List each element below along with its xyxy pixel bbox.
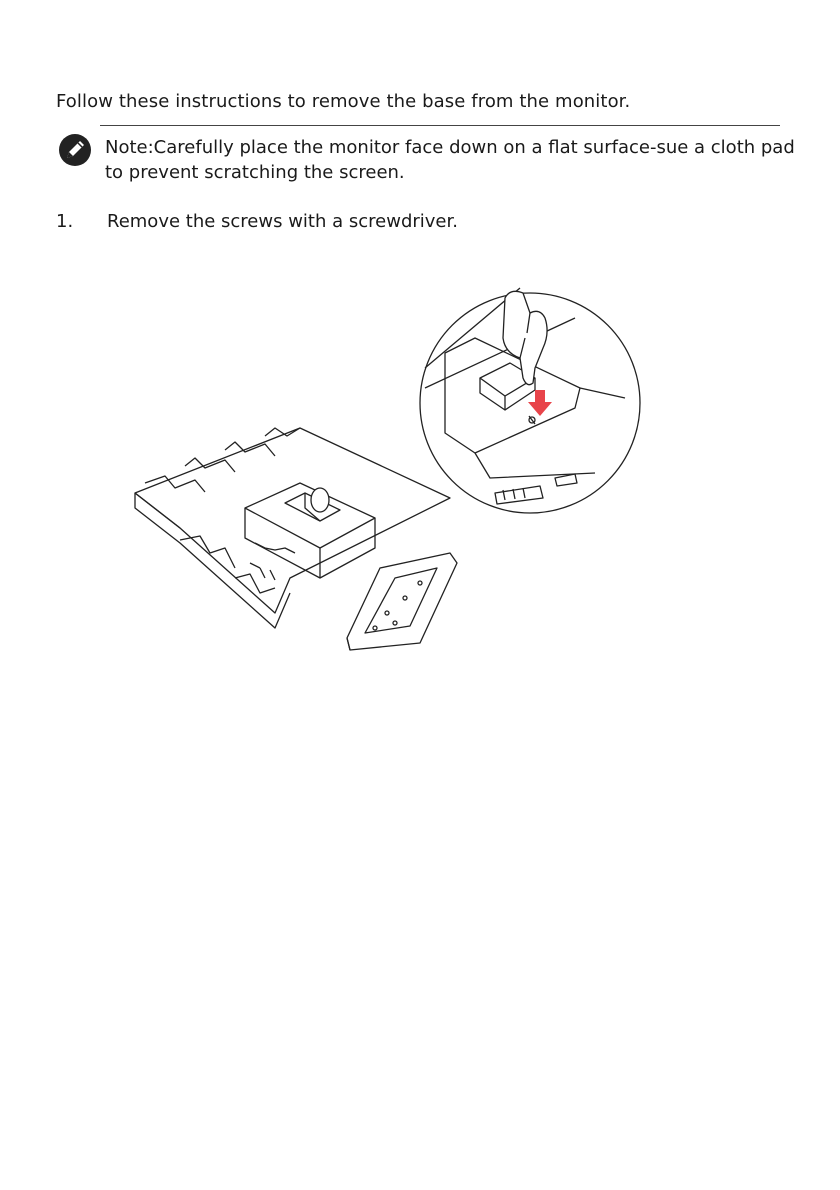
step-text: Remove the screws with a screwdriver. [107, 211, 458, 232]
monitor-base-removal-illustration [125, 278, 645, 658]
monitor-body [135, 428, 457, 650]
note-pen-icon [58, 133, 92, 167]
step-1 [56, 211, 458, 232]
detail-callout [420, 288, 640, 513]
step-number: 1. [56, 211, 74, 232]
intro-text: Follow these instructions to remove the base from the monitor. [56, 91, 631, 112]
divider [100, 125, 780, 126]
note-text: Note:Carefully place the monitor face down on a flat surface-sue a cloth pad to prevent scratching the screen. [105, 137, 795, 183]
